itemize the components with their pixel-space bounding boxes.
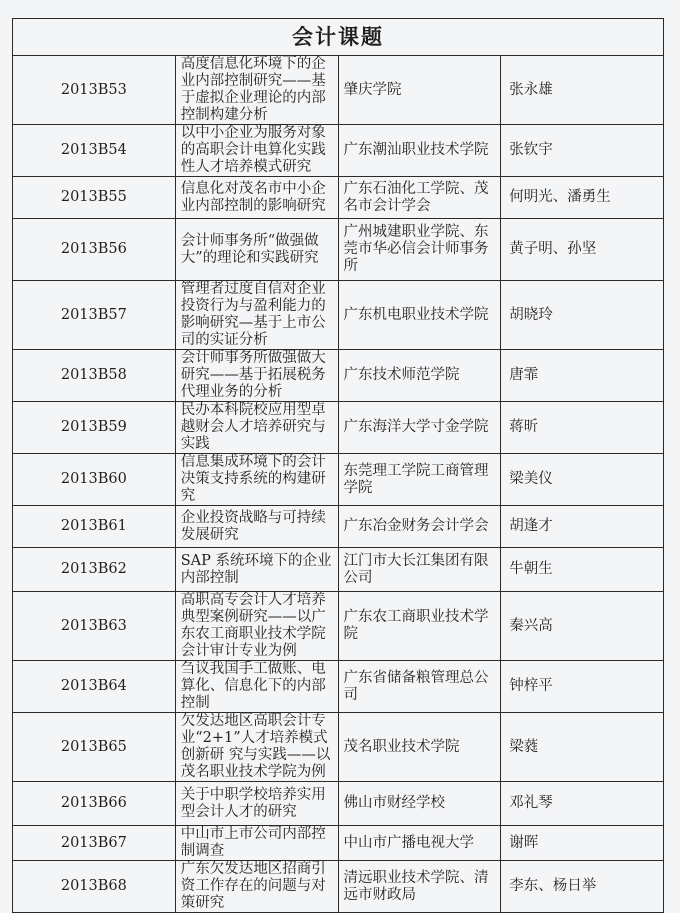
project-code: 2013B66 [13,782,176,826]
project-topic: 信息集成环境下的会计决策支持系统的构建研究 [175,454,338,506]
project-author: 谢晖 [501,826,664,861]
table-row [13,592,664,661]
project-author: 张永雄 [501,56,664,125]
project-organization: 佛山市财经学校 [338,782,501,826]
project-organization: 中山市广播电视大学 [338,826,501,861]
project-topic: 会计师事务所“做强做大”的理论和实践研究 [175,219,338,281]
project-topic: 欠发达地区高职会计专业“2+1”人才培养模式创新研 究与实践——以茂名职业技术学院为例 [175,713,338,782]
project-code: 2013B63 [13,592,176,661]
project-organization: 茂名职业技术学院 [338,713,501,782]
project-code: 2013B56 [13,219,176,281]
project-organization: 清远职业技术学院、清远市财政局 [338,861,501,913]
project-code: 2013B65 [13,713,176,782]
project-organization: 广东省储备粮管理总公司 [338,661,501,713]
project-organization: 江门市大长江集团有限公司 [338,548,501,592]
project-organization: 肇庆学院 [338,56,501,125]
project-organization: 广东海洋大学寸金学院 [338,402,501,454]
project-author: 唐霏 [501,350,664,402]
project-code: 2013B53 [13,56,176,125]
project-topic: 信息化对茂名市中小企业内部控制的影响研究 [175,177,338,219]
project-author: 梁蕤 [501,713,664,782]
project-author: 何明光、潘勇生 [501,177,664,219]
project-topic: 关于中职学校培养实用型会计人才的研究 [175,782,338,826]
table-row [13,177,664,219]
project-code: 2013B68 [13,861,176,913]
project-organization: 广东技术师范学院 [338,350,501,402]
table-row [13,281,664,350]
project-author: 蒋昕 [501,402,664,454]
project-author: 胡逢才 [501,506,664,548]
project-organization: 广东机电职业技术学院 [338,281,501,350]
project-code: 2013B62 [13,548,176,592]
table-row [13,713,664,782]
project-organization: 广东农工商职业技术学院 [338,592,501,661]
project-organization: 广州城建职业学院、东莞市华必信会计师事务所 [338,219,501,281]
project-organization: 广东石油化工学院、茂名市会计学会 [338,177,501,219]
table-row [13,56,664,125]
table-row [13,506,664,548]
project-code: 2013B60 [13,454,176,506]
project-author: 李东、杨日举 [501,861,664,913]
project-code: 2013B54 [13,125,176,177]
project-author: 张钦宇 [501,125,664,177]
table-row [13,402,664,454]
project-topic: 高度信息化环境下的企业内部控制研究——基于虚拟企业理论的内部控制构建分析 [175,56,338,125]
project-code: 2013B59 [13,402,176,454]
project-author: 秦兴高 [501,592,664,661]
project-organization: 广东冶金财务会计学会 [338,506,501,548]
project-author: 牛朝生 [501,548,664,592]
table-row [13,861,664,913]
project-topic: 刍议我国手工做账、电算化、信息化下的内部控制 [175,661,338,713]
project-topic: 民办本科院校应用型卓越财会人才培养研究与实践 [175,402,338,454]
project-author: 钟梓平 [501,661,664,713]
table-row [13,548,664,592]
table-row [13,125,664,177]
title-row [13,19,664,56]
project-table [12,18,664,913]
project-topic: 会计师事务所做强做大研究——基于拓展税务代理业务的分析 [175,350,338,402]
project-topic: SAP 系统环境下的企业内部控制 [175,548,338,592]
project-topic: 中山市上市公司内部控制调查 [175,826,338,861]
project-author: 黄子明、孙坚 [501,219,664,281]
project-organization: 广东潮汕职业技术学院 [338,125,501,177]
project-author: 胡晓玲 [501,281,664,350]
table-row [13,350,664,402]
table-row [13,826,664,861]
project-organization: 东莞理工学院工商管理学院 [338,454,501,506]
project-code: 2013B55 [13,177,176,219]
project-code: 2013B67 [13,826,176,861]
table-row [13,782,664,826]
project-code: 2013B57 [13,281,176,350]
project-topic: 以中小企业为服务对象的高职会计电算化实践性人才培养模式研究 [175,125,338,177]
project-author: 邓礼琴 [501,782,664,826]
project-topic: 广东欠发达地区招商引资工作存在的问题与对策研究 [175,861,338,913]
project-code: 2013B58 [13,350,176,402]
project-topic: 高职高专会计人才培养典型案例研究——以广东农工商职业技术学院会计审计专业为例 [175,592,338,661]
project-code: 2013B64 [13,661,176,713]
project-topic: 企业投资战略与可持续发展研究 [175,506,338,548]
table-row [13,219,664,281]
table-row [13,454,664,506]
table-title: 会计课题 [13,19,664,56]
project-author: 梁美仪 [501,454,664,506]
table-row [13,661,664,713]
project-topic: 管理者过度自信对企业投资行为与盈利能力的影响研究—基于上市公司的实证分析 [175,281,338,350]
project-code: 2013B61 [13,506,176,548]
